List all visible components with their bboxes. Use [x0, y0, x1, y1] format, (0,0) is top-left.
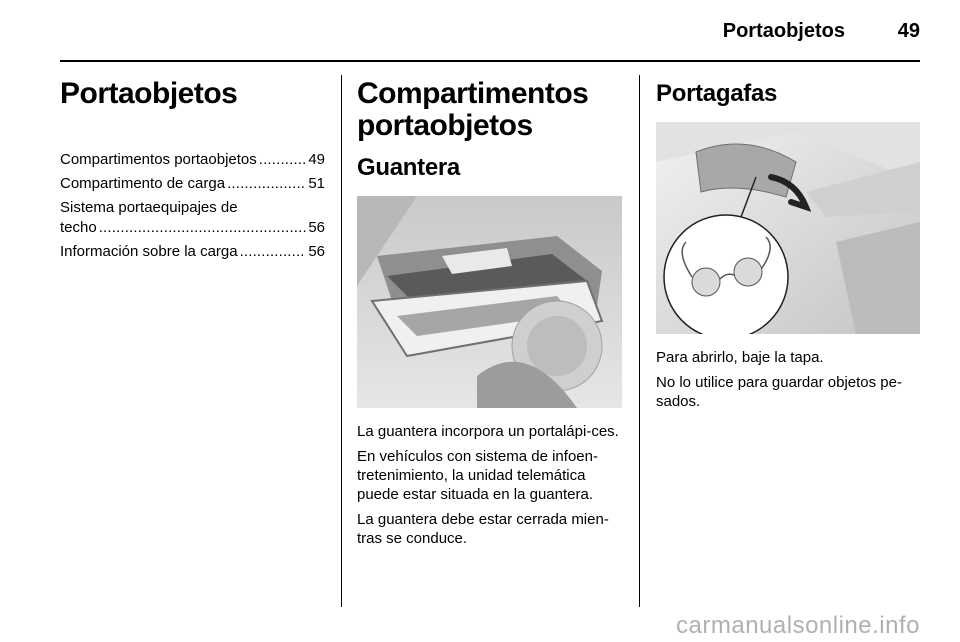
section-heading	[357, 78, 622, 142]
paragraph: En vehículos con sistema de infoen-tretenimiento, la unidad telemática puede estar situada en la guantera.	[357, 448, 598, 503]
glasses-holder-illustration	[656, 122, 920, 334]
paragraph: La guantera incorpora un portalápi-ces.	[357, 423, 619, 440]
column-glasses-holder	[656, 75, 920, 417]
glasses-holder-image	[656, 122, 920, 334]
toc-entry-label-line1: Sistema portaequipajes de	[60, 199, 238, 216]
column-divider-2	[639, 75, 640, 607]
subsection-heading: Guantera	[357, 154, 460, 181]
glovebox-illustration	[357, 196, 622, 408]
column-divider-1	[341, 75, 342, 607]
watermark: carmanualsonline.info	[676, 612, 920, 639]
toc-entry-label: Compartimentos portaobjetos	[60, 151, 257, 168]
toc-leader-dots	[259, 150, 307, 170]
toc-leader-dots	[99, 218, 307, 238]
subsection-heading: Portagafas	[656, 80, 778, 107]
toc-entry[interactable]	[60, 242, 325, 262]
paragraph: No lo utilice para guardar objetos pe-sados.	[656, 374, 902, 410]
section-heading-line1: Compartimentos	[357, 77, 589, 110]
toc-entry-label: techo	[60, 219, 97, 236]
toc-leader-dots	[227, 174, 306, 194]
toc-entry-label: Información sobre la carga	[60, 243, 238, 260]
toc-leader-dots	[240, 242, 307, 262]
paragraph: La guantera debe estar cerrada mien-tras se conduce.	[357, 511, 609, 547]
toc-entry-page: 56	[308, 243, 325, 260]
toc-entry-page: 56	[308, 219, 325, 236]
column-toc	[60, 75, 325, 266]
toc-entry-page: 51	[308, 175, 325, 192]
column-glovebox	[357, 75, 622, 554]
table-of-contents	[60, 150, 325, 262]
toc-entry[interactable]	[60, 150, 325, 170]
header-divider	[60, 60, 920, 62]
paragraph: Para abrirlo, baje la tapa.	[656, 349, 824, 366]
toc-entry-page: 49	[308, 151, 325, 168]
glovebox-image	[357, 196, 622, 408]
section-heading-line2: portaobjetos	[357, 109, 533, 142]
section-heading: Portaobjetos	[60, 77, 238, 110]
toc-entry[interactable]	[60, 198, 325, 238]
toc-entry[interactable]	[60, 174, 325, 194]
page-header-title: Portaobjetos	[722, 20, 845, 42]
page-number: 49	[897, 20, 920, 42]
toc-entry-label: Compartimento de carga	[60, 175, 226, 192]
